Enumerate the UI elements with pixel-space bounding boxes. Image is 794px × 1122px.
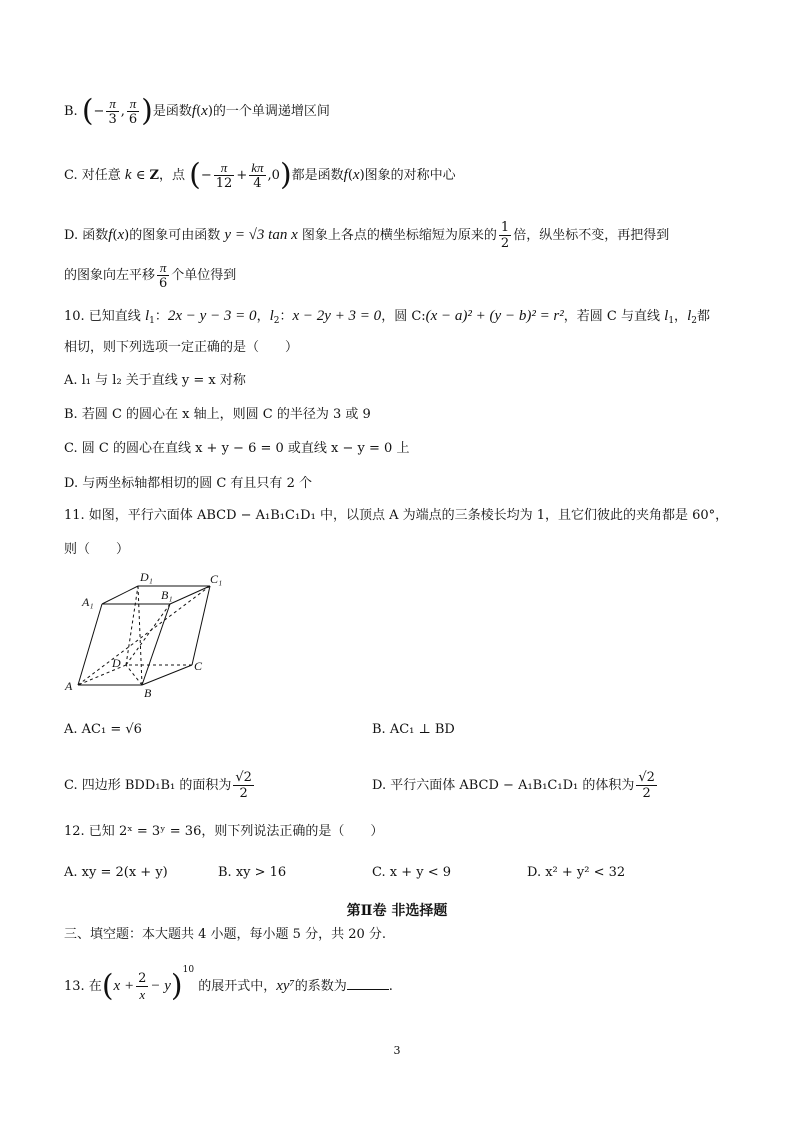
- diagonal-ac1: [78, 586, 210, 685]
- q9-option-c: C. 对任意 k ∈ Z，点 (− $\frac{\pi}{12}$ + $\frac{k\pi}{4}$ ,0)都是函数f(x)图象的对称中心: [64, 157, 456, 193]
- page-number: 3: [393, 1044, 401, 1057]
- diagonal-bd: [126, 665, 142, 685]
- fraction: $\frac{\pi}{3}$: [108, 96, 117, 127]
- fraction: $\frac{k\pi}{4}$: [251, 160, 264, 191]
- label-a: A: [65, 679, 73, 693]
- fraction: $\frac{\pi}{6}$: [159, 260, 168, 291]
- q12-option-d: D. x² + y² < 32: [527, 865, 626, 880]
- q10-option-a: A. l₁ 与 l₂ 关于直线 y = x 对称: [64, 373, 246, 388]
- q11-option-a: A. AC₁ = √6: [64, 722, 142, 737]
- label-c: C: [194, 659, 203, 673]
- label-b1: B₁: [161, 588, 173, 602]
- q10-option-c: C. 圆 C 的圆心在直线 x + y − 6 = 0 或直线 x − y = 0 上: [64, 441, 410, 456]
- diagonal-b1d: [126, 604, 170, 665]
- q11-option-c: C. 四边形 BDD₁B₁ 的面积为 $\frac{√2}{2}$: [64, 770, 252, 801]
- q11-option-d: D. 平行六面体 ABCD − A₁B₁C₁D₁ 的体积为 $\frac{√2}{2}$: [372, 770, 655, 801]
- q11-stem-line2: 则（ ）: [64, 542, 130, 557]
- edge-bb1: [142, 604, 170, 685]
- q9-option-b: B. (− $\frac{\pi}{3}$ , $\frac{\pi}{6}$ )是函数f(x)的一个单调递增区间: [64, 93, 330, 129]
- fraction: $\frac{√2}{2}$: [235, 770, 252, 801]
- label-b: B: [144, 686, 152, 700]
- label-a1: A₁: [82, 595, 94, 609]
- q9-option-d-cont: 的图象向左平移 $\frac{\pi}{6}$ 个单位得到: [64, 260, 237, 291]
- fill-in-heading: 三、填空题：本大题共 4 小题，每小题 5 分，共 20 分.: [64, 927, 387, 942]
- q11-stem-line1: 11. 如图，平行六面体 ABCD − A₁B₁C₁D₁ 中，以顶点 A 为端点的三条棱长均为 1，且它们彼此的夹角都是 60°，: [64, 508, 729, 523]
- label-c1: C₁: [210, 572, 223, 586]
- parallelepiped-figure: [60, 566, 240, 700]
- edge-d1a1: [102, 586, 138, 604]
- left-paren: (: [81, 93, 94, 129]
- fraction: $\frac{1}{2}$: [500, 220, 510, 251]
- q13-stem: 13. 在(x + $\frac{2}{x}$ − y)$^{10}$ 的展开式中，xy⁷的系数为 .: [64, 965, 393, 1004]
- right-paren: ): [141, 93, 153, 129]
- edge-aa1: [78, 604, 102, 685]
- q10-option-d: D. 与两坐标轴都相切的圆 C 有且只有 2 个: [64, 476, 312, 491]
- diagonal-bd1: [138, 586, 142, 685]
- q12-option-c: C. x + y < 9: [372, 865, 452, 880]
- fraction: $\frac{\pi}{12}$: [215, 160, 233, 191]
- q10-stem-line2: 相切，则下列选项一定正确的是（ ）: [64, 340, 299, 355]
- label-d1: D₁: [140, 570, 153, 584]
- q12-option-b: B. xy > 16: [218, 865, 287, 880]
- fraction: $\frac{2}{x}$: [138, 971, 147, 1002]
- q12-option-a: A. xy = 2(x + y): [64, 865, 168, 880]
- edge-bc: [142, 665, 192, 685]
- edge-dd1: [126, 586, 138, 665]
- q11-option-b: B. AC₁ ⊥ BD: [372, 722, 455, 737]
- fraction: $\frac{√2}{2}$: [638, 770, 655, 801]
- q9-option-d: D. 函数f(x)的图象可由函数 y = √3 tan x 图象上各点的横坐标缩短为原来的 $\frac{1}{2}$ 倍，纵坐标不变，再把得到: [64, 220, 670, 251]
- q10-option-b: B. 若圆 C 的圆心在 x 轴上，则圆 C 的半径为 3 或 9: [64, 407, 371, 422]
- answer-blank[interactable]: [347, 977, 389, 990]
- label-d: D: [112, 656, 121, 670]
- section-title: 第Ⅱ卷 非选择题: [346, 903, 448, 919]
- q12-stem: 12. 已知 2ˣ = 3ʸ = 36，则下列说法正确的是（ ）: [64, 824, 384, 839]
- option-label: B.: [64, 104, 78, 119]
- q10-stem-line1: 10. 已知直线 $l_1$：2x − y − 3 = 0，$l_2$：x − 2y + 3 = 0，圆 C:(x − a)² + (y − b)² = r²，若圆 C 与直线 $l_1$，$l_2$都: [64, 308, 710, 326]
- fraction: $\frac{\pi}{6}$: [128, 96, 138, 127]
